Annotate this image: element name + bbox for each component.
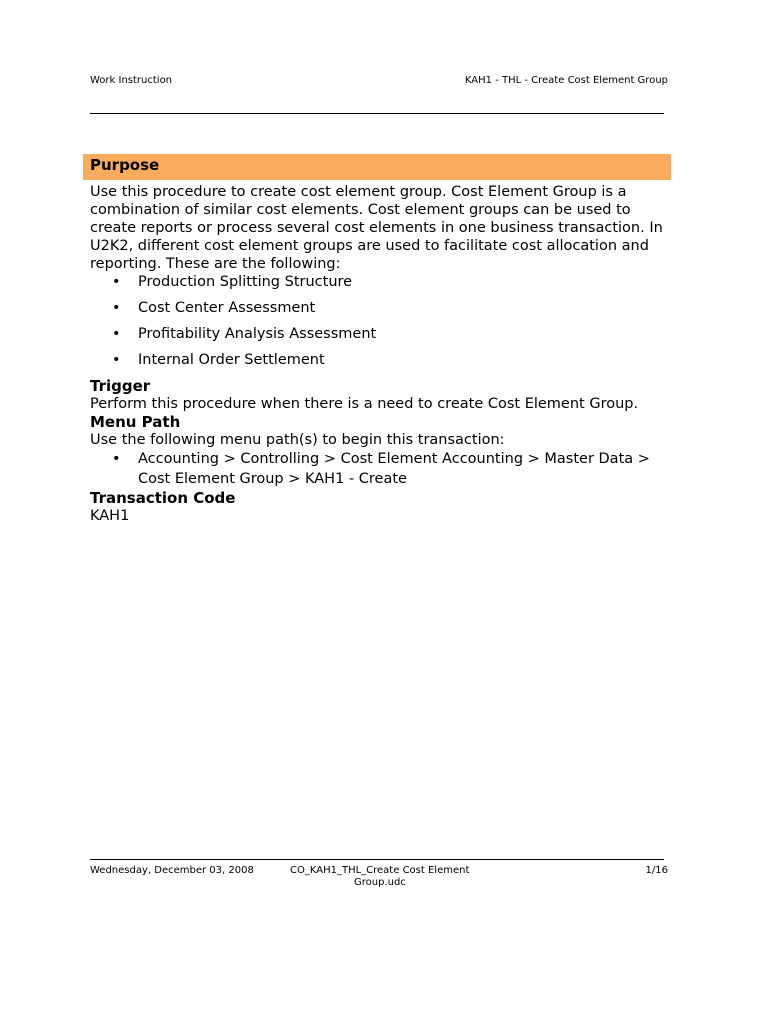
footer-page-number: 1/16 <box>645 865 668 876</box>
menu-path-text: Use the following menu path(s) to begin this transaction: <box>90 432 505 448</box>
menu-path-line: Cost Element Group > KAH1 - Create <box>138 471 407 487</box>
header-document-type: Work Instruction <box>90 75 173 86</box>
list-item <box>90 299 675 325</box>
footer-file-line: CO_KAH1_THL_Create Cost Element <box>290 865 470 876</box>
list-item-text: Cost Center Assessment <box>138 300 316 316</box>
header-divider <box>90 113 664 114</box>
list-item-text: Production Splitting Structure <box>138 274 353 290</box>
list-item <box>90 449 675 489</box>
transaction-code-value: KAH1 <box>90 508 130 524</box>
bullet-icon: • <box>112 352 121 368</box>
bullet-icon: • <box>112 300 121 316</box>
header-document-title: KAH1 - THL - Create Cost Element Group <box>464 75 668 86</box>
list-item <box>90 325 675 351</box>
list-item-text: Internal Order Settlement <box>138 352 325 368</box>
purpose-heading-bar <box>83 154 671 180</box>
footer-date: Wednesday, December 03, 2008 <box>90 865 254 876</box>
purpose-list <box>90 273 675 377</box>
menu-path-list <box>90 449 675 489</box>
purpose-text: Use this procedure to create cost element group. Cost Element Group is a combination of similar cost elements. Cost element groups can be used to create reports or process several cost elements in one business transaction. In U2K2, different cost element groups are used to facilitate cost allocation and reporting. These are the following: <box>90 184 663 272</box>
footer-divider <box>90 859 664 860</box>
trigger-heading: Trigger <box>90 377 151 395</box>
bullet-icon: • <box>112 326 121 342</box>
list-item <box>90 351 675 377</box>
transaction-code-heading: Transaction Code <box>90 489 236 507</box>
list-item-text: Profitability Analysis Assessment <box>138 326 377 342</box>
trigger-text: Perform this procedure when there is a need to create Cost Element Group. <box>90 396 639 412</box>
purpose-heading: Purpose <box>90 156 160 174</box>
footer-file-name <box>290 865 490 889</box>
bullet-icon: • <box>112 451 121 467</box>
menu-path-line: Accounting > Controlling > Cost Element Accounting > Master Data > <box>138 451 650 467</box>
list-item <box>90 273 675 299</box>
document-body <box>90 183 675 525</box>
bullet-icon: • <box>112 274 121 290</box>
menu-path-heading: Menu Path <box>90 413 181 431</box>
footer-file-line: Group.udc <box>354 877 406 888</box>
